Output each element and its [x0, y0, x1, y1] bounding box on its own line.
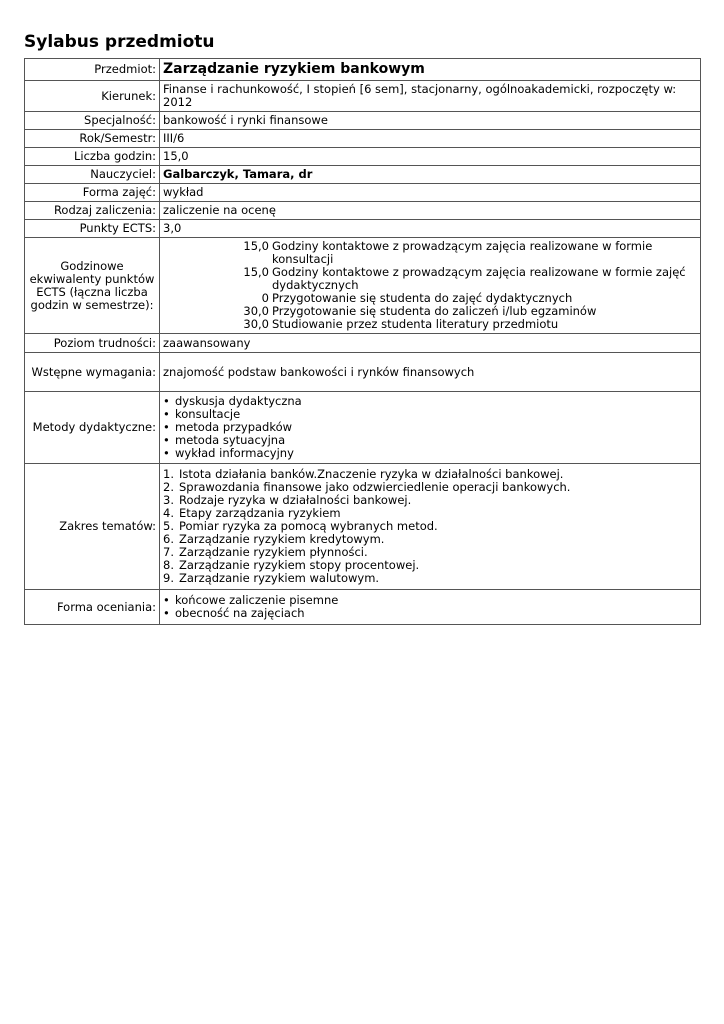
list-item: • konsultacje [163, 407, 241, 421]
row-liczba-godzin [25, 148, 701, 166]
row-przedmiot [25, 59, 701, 81]
row-godzinowe [25, 238, 701, 334]
value-rok-semestr: III/6 [160, 130, 701, 148]
row-wymagania [25, 353, 701, 392]
methods-list [163, 395, 697, 460]
row-punkty-ects [25, 220, 701, 238]
value-metody [160, 392, 701, 464]
row-rok-semestr [25, 130, 701, 148]
label-ocenianie: Forma oceniania: [25, 590, 160, 625]
list-item: • dyskusja dydaktyczna [163, 394, 302, 408]
hours-item [163, 266, 697, 292]
hours-value: 30,0 [243, 317, 269, 331]
row-kierunek [25, 81, 701, 112]
label-metody: Metody dydaktyczne: [25, 392, 160, 464]
list-item: 5. Pomiar ryzyka za pomocą wybranych metod. [163, 519, 438, 533]
list-item: • końcowe zaliczenie pisemne [163, 593, 339, 607]
value-kierunek: Finanse i rachunkowość, I stopień [6 sem], stacjonarny, ogólnoakademicki, rozpoczęty w: 2012 [160, 81, 701, 112]
hours-desc: Godziny kontaktowe z prowadzącym zajęcia realizowane w formie zajęć dydaktycznych [272, 265, 686, 292]
list-item: 7. Zarządzanie ryzykiem płynności. [163, 545, 368, 559]
row-nauczyciel [25, 166, 701, 184]
value-przedmiot: Zarządzanie ryzykiem bankowym [160, 59, 701, 81]
list-item: 4. Etapy zarządzania ryzykiem [163, 506, 341, 520]
value-rodzaj-zaliczenia: zaliczenie na ocenę [160, 202, 701, 220]
grading-list [163, 594, 697, 620]
list-item: 3. Rodzaje ryzyka w działalności bankowej. [163, 493, 412, 507]
hours-desc: Studiowanie przez studenta literatury przedmiotu [272, 317, 559, 331]
page-title: Sylabus przedmiotu [24, 32, 215, 52]
list-item: 2. Sprawozdania finansowe jako odzwierciedlenie operacji bankowych. [163, 480, 571, 494]
hours-value: 15,0 [243, 239, 269, 253]
list-item: 6. Zarządzanie ryzykiem kredytowym. [163, 532, 385, 546]
list-item: • obecność na zajęciach [163, 606, 305, 620]
hours-item [163, 318, 697, 331]
label-rok-semestr: Rok/Semestr: [25, 130, 160, 148]
list-item: • metoda sytuacyjna [163, 433, 286, 447]
syllabus-table [24, 58, 701, 625]
list-item: 1. Istota działania banków.Znaczenie ryzyka w działalności bankowej. [163, 467, 564, 481]
row-poziom [25, 334, 701, 353]
list-item: • metoda przypadków [163, 420, 293, 434]
row-metody [25, 392, 701, 464]
row-ocenianie [25, 590, 701, 625]
row-zakres [25, 464, 701, 590]
label-przedmiot: Przedmiot: [25, 59, 160, 81]
hours-desc: Przygotowanie się studenta do zaliczeń i/lub egzaminów [272, 304, 597, 318]
value-punkty-ects: 3,0 [160, 220, 701, 238]
value-forma-zajec: wykład [160, 184, 701, 202]
value-specjalnosc: bankowość i rynki finansowe [160, 112, 701, 130]
value-liczba-godzin: 15,0 [160, 148, 701, 166]
hours-value: 0 [261, 291, 269, 305]
label-kierunek: Kierunek: [25, 81, 160, 112]
row-rodzaj-zaliczenia [25, 202, 701, 220]
value-ocenianie [160, 590, 701, 625]
hours-desc: Przygotowanie się studenta do zajęć dydaktycznych [272, 291, 573, 305]
label-specjalnosc: Specjalność: [25, 112, 160, 130]
row-specjalnosc [25, 112, 701, 130]
label-nauczyciel: Nauczyciel: [25, 166, 160, 184]
value-poziom: zaawansowany [160, 334, 701, 353]
value-nauczyciel: Galbarczyk, Tamara, dr [160, 166, 701, 184]
value-wymagania: znajomość podstaw bankowości i rynków finansowych [160, 353, 701, 392]
hours-desc: Godziny kontaktowe z prowadzącym zajęcia realizowane w formie konsultacji [272, 239, 653, 266]
label-zakres: Zakres tematów: [25, 464, 160, 590]
label-liczba-godzin: Liczba godzin: [25, 148, 160, 166]
label-forma-zajec: Forma zajęć: [25, 184, 160, 202]
hours-value: 30,0 [243, 304, 269, 318]
hours-value: 15,0 [243, 265, 269, 279]
label-godzinowe: Godzinowe ekwiwalenty punktów ECTS (łączna liczba godzin w semestrze): [25, 238, 160, 334]
label-punkty-ects: Punkty ECTS: [25, 220, 160, 238]
hours-item [163, 240, 697, 266]
value-zakres [160, 464, 701, 590]
topics-list [163, 468, 697, 585]
value-godzinowe [160, 238, 701, 334]
list-item: 9. Zarządzanie ryzykiem walutowym. [163, 571, 380, 585]
label-wymagania: Wstępne wymagania: [25, 353, 160, 392]
row-forma-zajec [25, 184, 701, 202]
list-item: 8. Zarządzanie ryzykiem stopy procentowej. [163, 558, 420, 572]
label-rodzaj-zaliczenia: Rodzaj zaliczenia: [25, 202, 160, 220]
list-item: • wykład informacyjny [163, 446, 294, 460]
label-poziom: Poziom trudności: [25, 334, 160, 353]
